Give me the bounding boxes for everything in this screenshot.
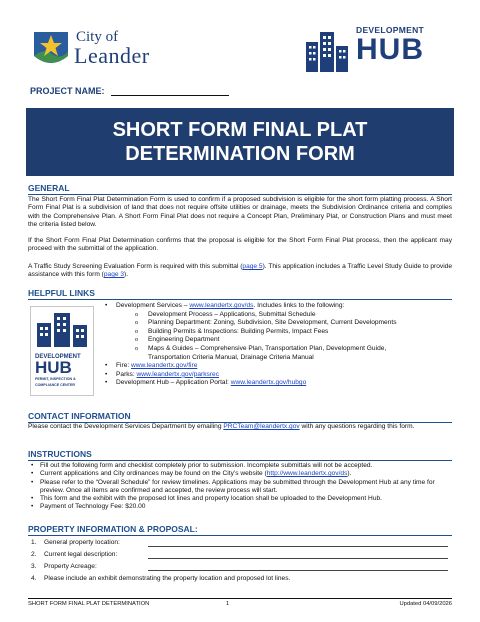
list-item: • This form and the exhibit with the proposed lot lines and property location shall be uploaded to the Development Hub.: [28, 495, 452, 503]
city-website-link[interactable]: http://www.leandertx.gov/ds: [266, 470, 348, 478]
buildings-small-icon: [35, 311, 89, 347]
hub-small-development-text: DEVELOPMENT: [35, 354, 81, 360]
list-item: o Maps & Guides – Comprehensive Plan, Transportation Plan, Development Guide,: [104, 345, 454, 354]
hub-small-sub1-text: PERMIT, INSPECTION &: [35, 377, 76, 381]
list-item: o Planning Department: Zoning, Subdivision, Site Development, Current Developments: [104, 319, 454, 328]
list-item-continuation: Transportation Criteria Manual, Drainage Criteria Manual: [148, 353, 314, 361]
property-heading: PROPERTY INFORMATION & PROPOSAL:: [28, 524, 452, 536]
page-footer: [28, 598, 452, 610]
property-location-input[interactable]: [148, 546, 448, 547]
general-paragraph-1: The Short Form Final Plat Determination Form is used to confirm if a proposed subdivision is eligible for the short form platting process. A Short Form Final Plat is a subdivision of land that does not require offsite utilities or drainage, meets the Subdivision Ordinance criteria and complies with the Comprehensive Plan. A Short Form Final Plat does not require a Concept Plan, Preliminary Plat, or Construction Plans and must meet the criteria listed below.: [28, 196, 452, 228]
title-line-2: DETERMINATION FORM: [125, 143, 355, 165]
instructions-list: [28, 462, 452, 512]
helpful-links-heading: HELPFUL LINKS: [28, 288, 452, 300]
contact-paragraph: Please contact the Development Services Department by emailing PRCTeam@leandertx.gov with any questions regarding this form.: [28, 423, 415, 430]
buildings-icon: [304, 28, 352, 76]
project-name-field: [30, 86, 229, 96]
legal-description-row: 2. Current legal description:: [28, 549, 452, 561]
hub-small-hub-text: HUB: [35, 358, 72, 377]
list-item: • Payment of Technology Fee: $20.00: [28, 503, 452, 511]
leander-emblem-icon: [30, 26, 72, 72]
list-item: • Development Services – www.leandertx.gov/ds. Includes links to the following:: [104, 302, 454, 311]
city-of-text: City of: [76, 29, 119, 45]
list-item: • Current applications and City ordinances may be found on the City’s website (http://www.leandertx.gov/ds).: [28, 470, 452, 478]
list-item: o Development Process – Applications, Submittal Schedule: [104, 311, 454, 320]
general-heading: GENERAL: [28, 183, 452, 195]
dev-services-link[interactable]: www.leandertx.gov/ds: [189, 302, 254, 309]
footer-doc-title: SHORT FORM FINAL PLAT DETERMINATION: [28, 601, 150, 607]
page-5-link[interactable]: page 5: [242, 263, 263, 270]
hub-text: HUB: [356, 32, 424, 66]
legal-description-input[interactable]: [148, 558, 448, 559]
general-paragraph-2: If the Short Form Final Plat Determination confirms that the proposal is eligible for the Short Form Final Plat process, then the applicant may proceed with the submittal of the application.: [28, 237, 452, 253]
list-item: • Fire: www.leandertx.gov/fire: [104, 362, 454, 371]
property-location-row: 1. General property location:: [28, 537, 452, 549]
city-of-leander-logo: [30, 26, 160, 76]
development-hub-logo: [304, 22, 454, 78]
list-item: o Engineering Department: [104, 336, 454, 345]
hub-portal-link[interactable]: www.leandertx.gov/hubgo: [230, 379, 307, 387]
project-name-input-line[interactable]: [111, 87, 229, 96]
list-item: • Parks: www.leandertx.gov/parksrec: [104, 371, 454, 380]
page-3-link[interactable]: page 3: [103, 271, 125, 279]
contact-email-link[interactable]: PRCTeam@leandertx.gov: [223, 423, 300, 430]
project-name-label: PROJECT NAME:: [30, 86, 105, 96]
list-item: • Please refer to the “Overall Schedule” for review timelines. Applications may be submitted through the Development Hub at any time for preview. Once all items are confirmed and accepted, the review process will start.: [28, 479, 452, 496]
title-line-1: SHORT FORM FINAL PLAT: [112, 119, 368, 141]
development-hub-small-logo: [30, 306, 94, 396]
list-item: • Development Hub – Application Portal: www.leandertx.gov/hubgo: [104, 379, 454, 388]
list-item: • Fill out the following form and checklist completely prior to submission. Incomplete submittals will not be accepted.: [28, 462, 452, 470]
exhibit-row: 4. Please include an exhibit demonstrating the property location and proposed lot lines.: [31, 575, 291, 582]
helpful-links-list: [104, 302, 454, 388]
instructions-heading: INSTRUCTIONS: [28, 449, 452, 461]
footer-page-number: 1: [226, 601, 230, 607]
list-item: o Building Permits & Inspections: Building Permits, Impact Fees: [104, 328, 454, 337]
property-acreage-input[interactable]: [148, 570, 448, 571]
general-paragraph-3: A Traffic Study Screening Evaluation Form is required with this submittal (page 5). This application includes a Traffic Level Study Guide to provide assistance with this form (page 3).: [28, 263, 452, 279]
property-fields: [28, 537, 452, 585]
contact-heading: CONTACT INFORMATION: [28, 411, 452, 423]
hub-development-text: DEVELOPMENT: [356, 25, 425, 35]
fire-link[interactable]: www.leandertx.gov/fire: [131, 362, 198, 370]
parks-link[interactable]: www.leandertx.gov/parksrec: [136, 370, 219, 378]
city-name-text: Leander: [74, 43, 150, 68]
hub-small-sub2-text: COMPLIANCE CENTER: [35, 382, 75, 387]
property-acreage-row: 3. Property Acreage:: [28, 561, 452, 573]
title-banner: [26, 108, 454, 176]
footer-updated-date: Updated 04/09/2026: [399, 601, 452, 607]
